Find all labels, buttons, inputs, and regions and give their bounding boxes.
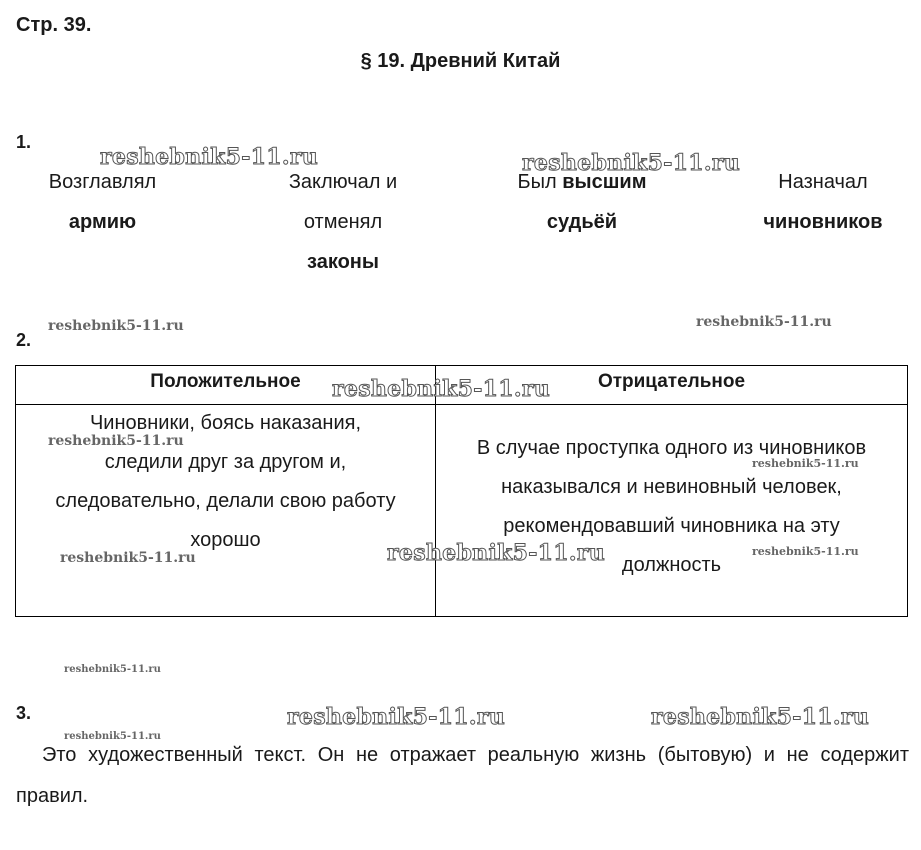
positive-line-3: следовательно, делали свою работу [55, 490, 396, 512]
header-negative: Отрицательное [597, 371, 746, 392]
section-title: § 19. Древний Китай [360, 50, 561, 72]
watermark: reshebnik5-11.ru [696, 314, 832, 330]
q1-col3-answer: судьёй [546, 211, 618, 233]
question-2-number: 2. [16, 330, 32, 350]
watermark: reshebnik5-11.ru [752, 545, 859, 558]
positive-line-4: хорошо [190, 529, 261, 551]
q1-col1-line1: Возглавлял [48, 171, 157, 193]
watermark: reshebnik5-11.ru [64, 664, 161, 675]
q1-col3-bold: высшим [562, 171, 647, 193]
positive-line-2: следили друг за другом и, [104, 451, 347, 473]
q2-table [15, 365, 908, 617]
q1-col1-answer: армию [68, 211, 137, 233]
q1-column-2 [258, 162, 428, 282]
watermark: reshebnik5-11.ru [651, 704, 870, 730]
watermark: reshebnik5-11.ru [48, 318, 184, 334]
question-1-number: 1. [16, 132, 32, 152]
negative-line-1: В случае проступка одного из чиновников [476, 437, 867, 459]
watermark: reshebnik5-11.ru [522, 150, 741, 176]
negative-line-3: рекомендовавший чиновника на эту [503, 515, 840, 537]
page-label: Стр. 39. [16, 14, 92, 36]
negative-line-2: наказывался и невиновный человек, [501, 476, 842, 498]
q1-col2-line1: Заключал и [288, 171, 398, 193]
positive-line-1: Чиновники, боясь наказания, [89, 412, 362, 434]
watermark: reshebnik5-11.ru [332, 376, 551, 402]
q1-col4-answer: чиновников [763, 211, 883, 233]
watermark: reshebnik5-11.ru [387, 540, 606, 566]
watermark: reshebnik5-11.ru [100, 144, 319, 170]
watermark: reshebnik5-11.ru [752, 457, 859, 470]
q1-column-1 [20, 162, 185, 242]
q1-column-4 [738, 162, 908, 242]
question-3-number: 3. [16, 703, 32, 723]
negative-line-4: должность [621, 554, 722, 576]
q3-answer: Это художественный текст. Он не отражает реальную жизнь (бытовую) и не содержит правил. [16, 744, 909, 807]
watermark: reshebnik5-11.ru [60, 550, 196, 566]
q1-col3-prefix: Был [517, 171, 563, 193]
q1-col2-answer: законы [307, 251, 379, 273]
q1-col4-line1: Назначал [778, 171, 868, 193]
positive-cell [16, 404, 435, 560]
watermark: reshebnik5-11.ru [48, 433, 184, 449]
q1-col2-line2: отменял [303, 211, 383, 233]
watermark: reshebnik5-11.ru [64, 731, 161, 742]
header-positive: Положительное [150, 371, 301, 392]
watermark: reshebnik5-11.ru [287, 704, 506, 730]
